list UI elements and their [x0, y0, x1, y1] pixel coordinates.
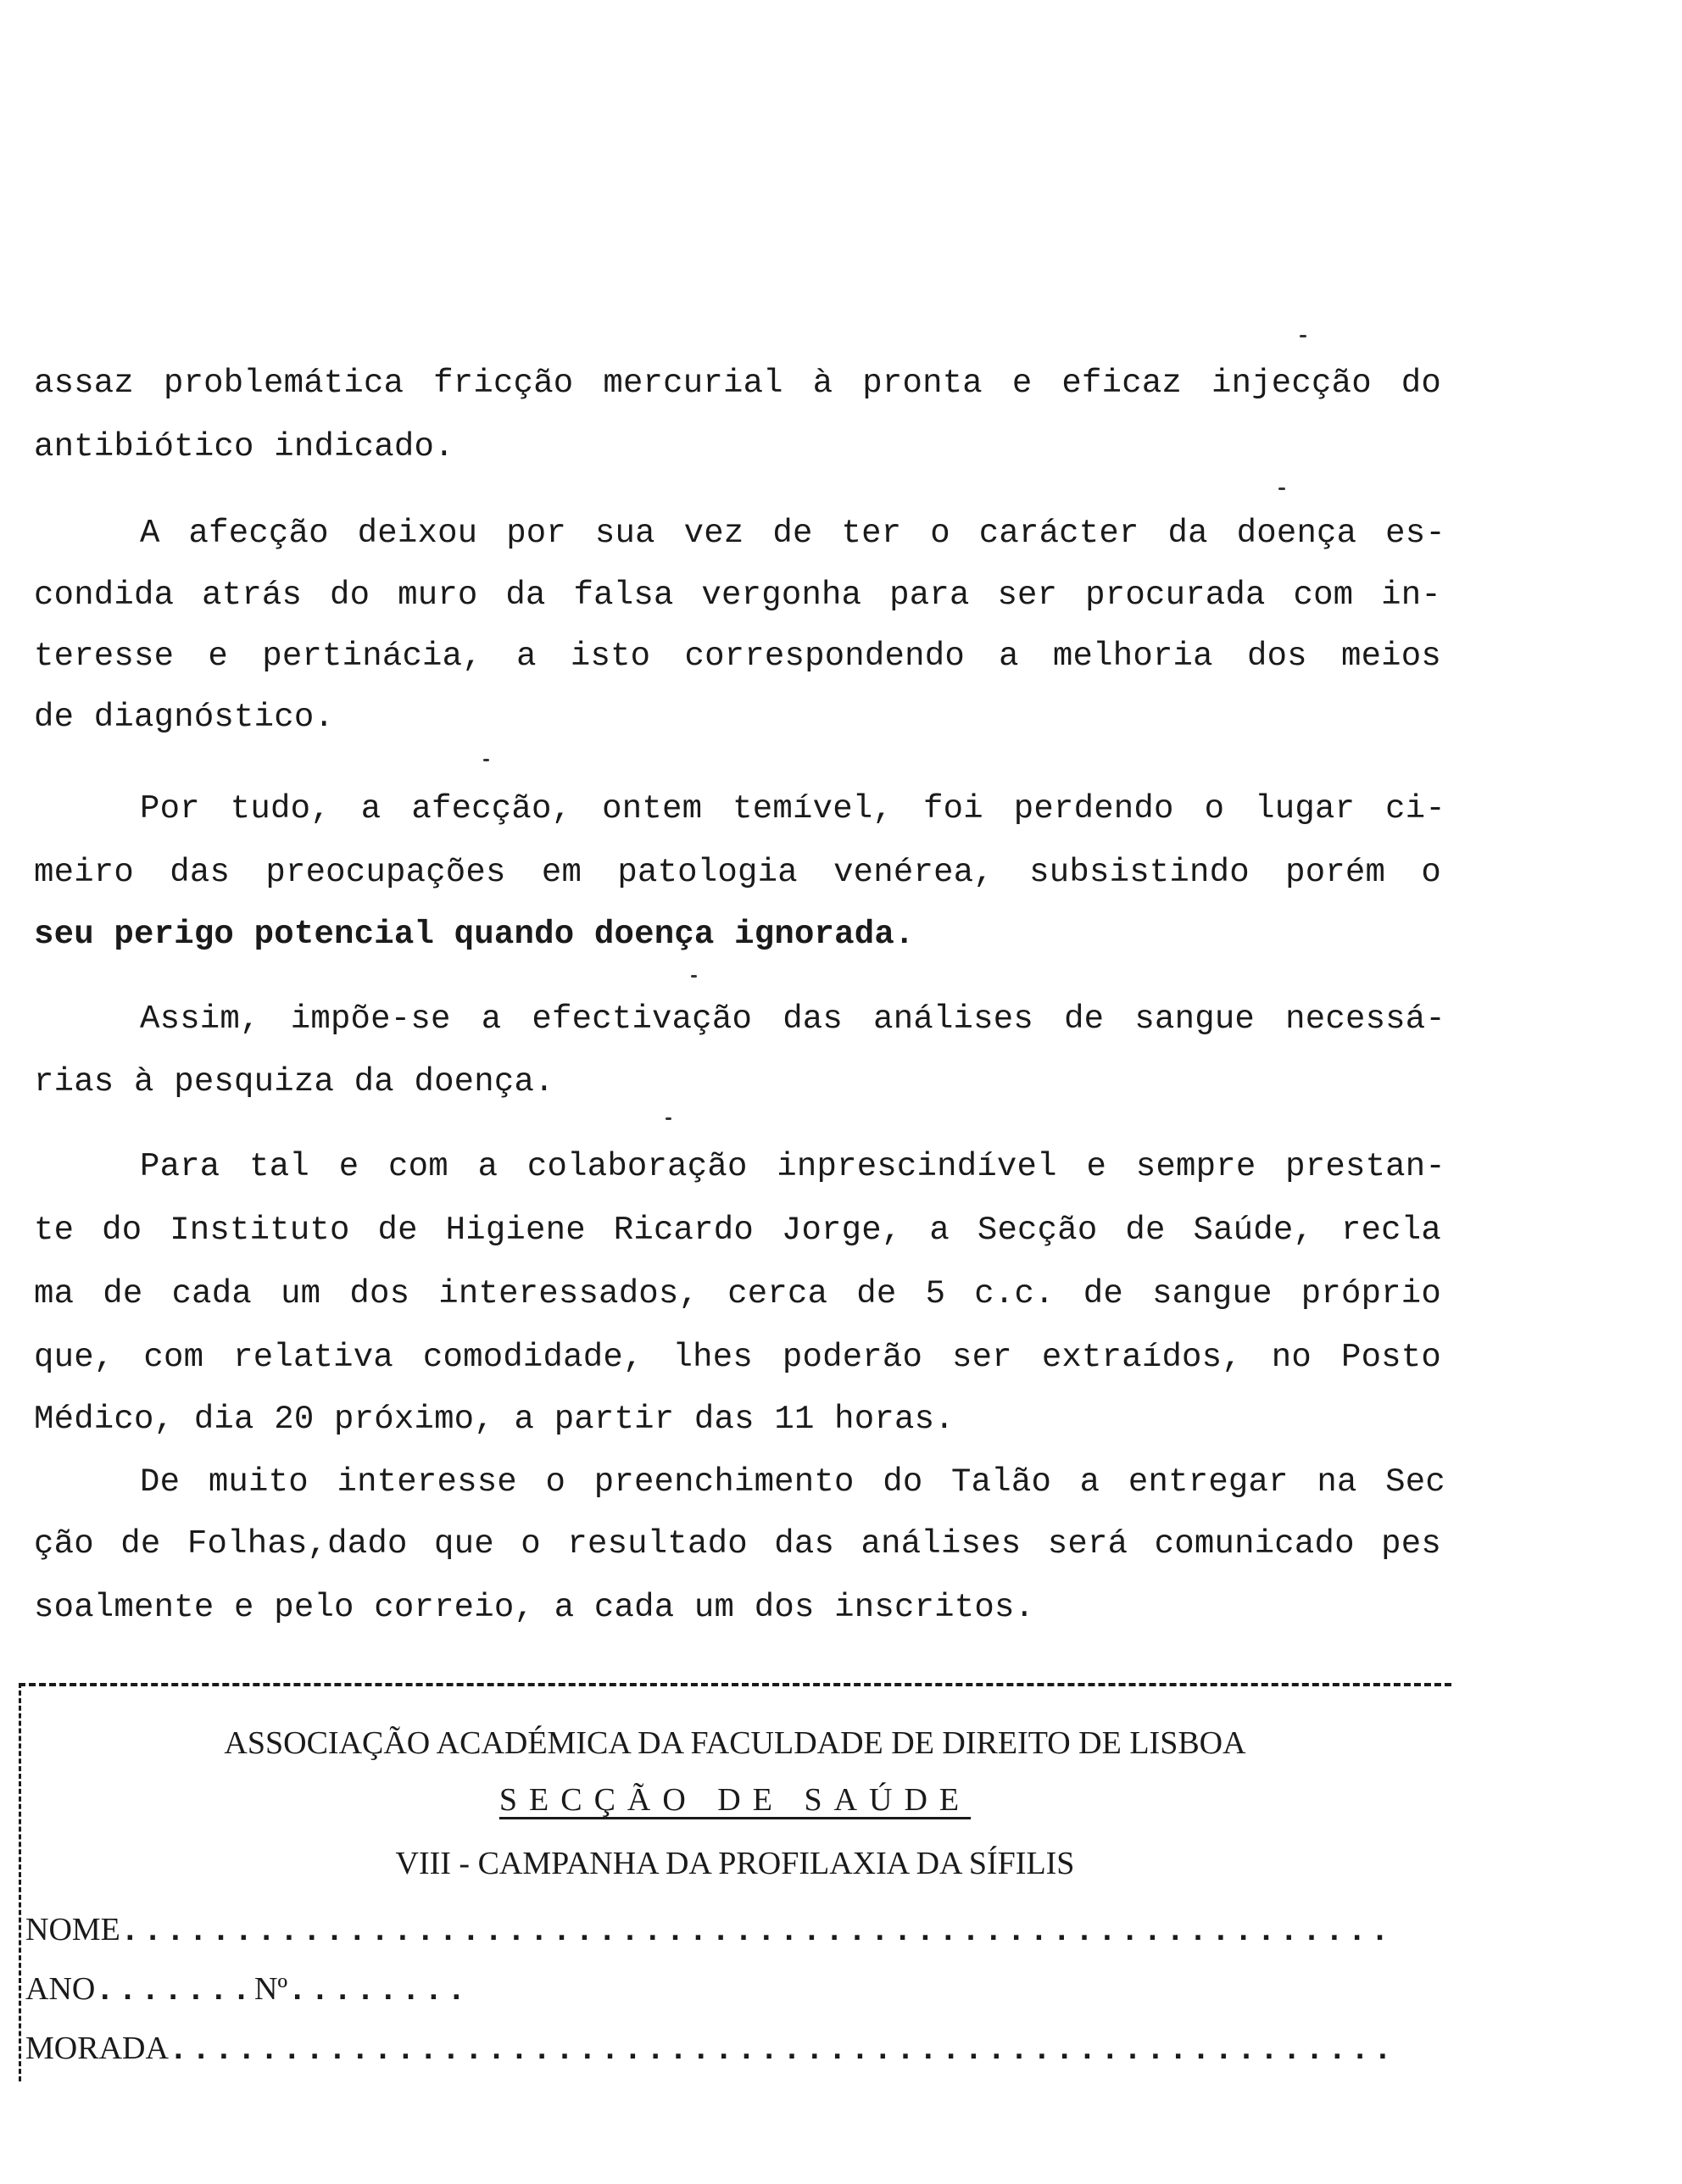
cut-line-top [19, 1683, 1451, 1686]
ink-speck [1278, 488, 1285, 490]
body-line: que, com relativa comodidade, lhes poderão ser extraídos, no Posto [34, 1339, 1441, 1376]
address-label: MORADA [25, 2031, 169, 2066]
body-line: soalmente e pelo correio, a cada um dos inscritos. [34, 1589, 1035, 1626]
body-line: De muito interesse o preenchimento do Talão a entregar na Sec [140, 1463, 1445, 1501]
number-fill-line[interactable]: ........ [287, 1973, 470, 2009]
year-label: ANO [25, 1971, 96, 2007]
ink-speck [666, 1117, 671, 1120]
body-line: Assim, impõe-se a efectivação das análises de sangue necessá- [140, 1000, 1445, 1038]
year-fill-line[interactable]: ....... [95, 1973, 254, 2009]
body-line: teresse e pertinácia, a isto correspondendo a melhoria dos meios [34, 638, 1441, 675]
ink-speck [1300, 335, 1306, 337]
body-line: te do Instituto de Higiene Ricardo Jorge, a Secção de Saúde, recla [34, 1212, 1441, 1249]
body-line: rias à pesquiza da doença. [34, 1063, 554, 1100]
name-field[interactable] [25, 1910, 1393, 1952]
section-title-text: SECÇÃO DE SAÚDE [498, 1782, 972, 1818]
registration-coupon [19, 1683, 1451, 2107]
body-line: Para tal e com a colaboração inprescindível e sempre prestan- [140, 1148, 1445, 1185]
body-line: Médico, dia 20 próximo, a partir das 11 horas. [34, 1401, 955, 1438]
address-fill-line[interactable]: ...................................................... [168, 2032, 1396, 2069]
body-line: Por tudo, a afecção, ontem temível, foi perdendo o lugar ci- [140, 790, 1445, 827]
body-line: condida atrás do muro da falsa vergonha para ser procurada com in- [34, 577, 1441, 614]
body-line: meiro das preocupações em patologia venérea, subsistindo porém o [34, 854, 1441, 891]
body-line: antibiótico indicado. [34, 428, 454, 465]
association-title: ASSOCIAÇÃO ACADÉMICA DA FACULDADE DE DIREITO DE LISBOA [224, 1725, 1246, 1761]
body-line: seu perigo potencial quando doença ignorada. [34, 916, 915, 953]
ink-speck [483, 759, 489, 761]
number-label: Nº [253, 1971, 288, 2007]
address-field[interactable] [25, 2029, 1395, 2070]
name-fill-line[interactable]: ........................................................ [120, 1914, 1393, 1950]
ink-speck [691, 975, 697, 978]
section-title [19, 1780, 1451, 1819]
campaign-title: VIII - CAMPANHA DA PROFILAXIA DA SÍFILIS [395, 1846, 1075, 1881]
body-line: ção de Folhas,dado que o resultado das análises será comunicado pes [34, 1525, 1441, 1563]
name-label: NOME [25, 1912, 120, 1947]
body-line: assaz problemática fricção mercurial à pronta e eficaz injecção do [34, 365, 1441, 402]
year-number-field[interactable] [25, 1970, 470, 2011]
body-line: de diagnóstico. [34, 699, 335, 736]
body-line: A afecção deixou por sua vez de ter o carácter da doença es- [140, 515, 1445, 552]
body-line: ma de cada um dos interessados, cerca de 5 c.c. de sangue próprio [34, 1275, 1441, 1312]
